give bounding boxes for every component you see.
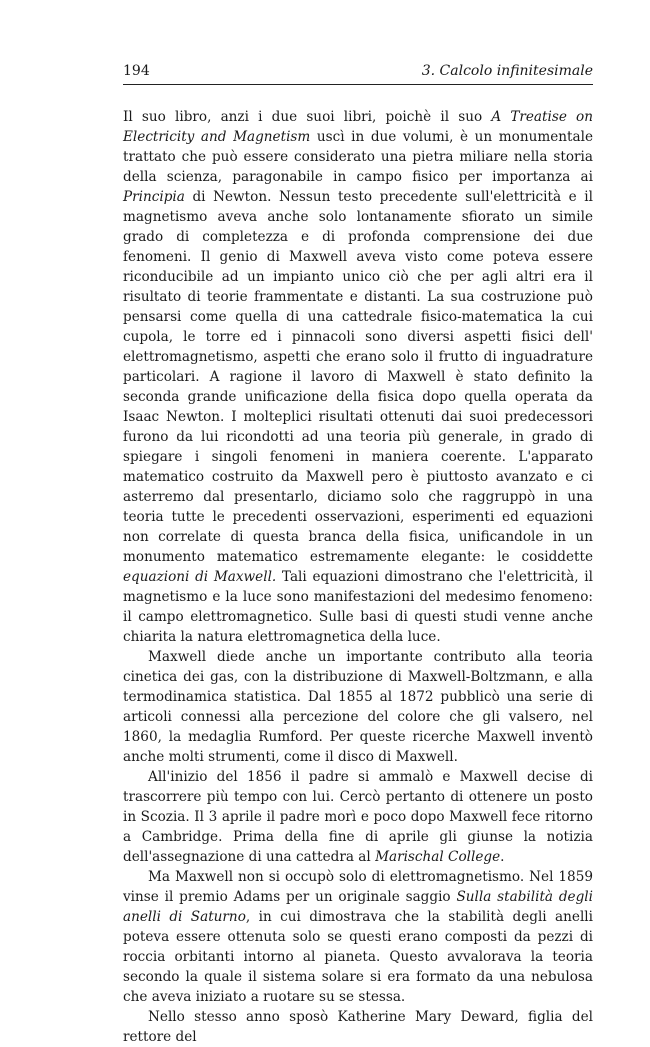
term-maxwell-equations: equazioni di Maxwell. [123,569,277,585]
text-segment: Ma Maxwell non si occupò solo di elettromagnetismo. Nel 1859 vinse il premio Adams per un originale saggio [123,869,593,905]
text-segment: Maxwell diede anche un importante contributo alla teoria cinetica dei gas, con la distribuzione di Maxwell-Boltzmann, e alla termodinamica statistica. Dal 1855 al 1872 pubblicò una serie di articoli connessi alla percezione del colore che gli valsero, nel 1860, la medaglia Rumford. Per queste ricerche Maxwell inventò anche molti strumenti, come il disco di Maxwell. [123,649,593,765]
essay-title-saturn: Sulla stabilità degli anelli di Saturno [123,889,593,925]
text-segment: Il suo libro, anzi i due suoi libri, poichè il suo [123,109,492,125]
paragraph-1 [123,107,593,647]
text-segment: . [500,849,505,865]
paragraph-4 [123,867,593,1007]
paragraph-3 [123,767,593,867]
book-title-principia: Principia [123,189,185,205]
page-number: 194 [123,63,150,79]
term-marischal-college: Marischal College [375,849,501,865]
paragraph-2 [123,647,593,767]
text-segment: , in cui dimostrava che la stabilità degli anelli poteva essere ottenuta solo se questi erano composti da pezzi di roccia orbitanti intorno al pianeta. Questo avvalorava la teoria secondo la quale il sistema solare si era formato da una nebulosa che aveva iniziato a ruotare su se stessa. [123,909,593,1005]
paragraph-5 [123,1007,593,1047]
text-segment: di Newton. Nessun testo precedente sull'elettricità e il magnetismo aveva anche solo lontanamente sfiorato un simile grado di completezza e di profonda comprensione dei due fenomeni. Il genio di Maxwell aveva visto come poteva essere riconducibile ad un impianto unico ciò che per agli altri era il risultato di teorie frammentate e distanti. La sua costruzione può pensarsi come quella di una cattedrale fisico-matematica la cui cupola, le torre ed i pinnacoli sono diversi aspetti fisici dell' elettromagnetismo, aspetti che erano solo il frutto di inguadrature particolari. A ragione il lavoro di Maxwell è stato definito la seconda grande unificazione della fisica dopo quella operata da Isaac Newton. I molteplici risultati ottenuti dai suoi predecessori furono da lui ricondotti ad una teoria più generale, in grado di spiegare i singoli fenomeni in maniera coerente. L'apparato matematico costruito da Maxwell pero è piuttosto avanzato e ci asterremo dal presentarlo, diciamo solo che raggruppò in una teoria tutte le precedenti osservazioni, esperimenti ed equazioni non correlate di questa branca della fisica, unificandole in un monumento matematico estremamente elegante: le cosiddette [123,189,593,565]
body-text [123,107,593,1047]
document-page [123,62,593,1047]
chapter-title: 3. Calcolo infinitesimale [421,63,593,79]
book-title-treatise: A Treatise on Electricity and Magnetism [123,109,593,145]
text-segment: All'inizio del 1856 il padre si ammalò e Maxwell decise di trascorrere più tempo con lui. Cercò pertanto di ottenere un posto in Scozia. Il 3 aprile il padre morì e poco dopo Maxwell fece ritorno a Cambridge. Prima della fine di aprile gli giunse la notizia dell'assegnazione di una cattedra al [123,769,593,865]
text-segment: uscì in due volumi, è un monumentale trattato che può essere considerato una pietra miliare nella storia della scienza, paragonabile in campo fisico per importanza ai [123,129,593,185]
running-head [123,62,593,85]
text-segment: Tali equazioni dimostrano che l'elettricità, il magnetismo e la luce sono manifestazioni del medesimo fenomeno: il campo elettromagnetico. Sulle basi di questi studi venne anche chiarita la natura elettromagnetica della luce. [123,569,593,645]
text-segment: Nello stesso anno sposò Katherine Mary Deward, figlia del rettore del [123,1009,593,1045]
